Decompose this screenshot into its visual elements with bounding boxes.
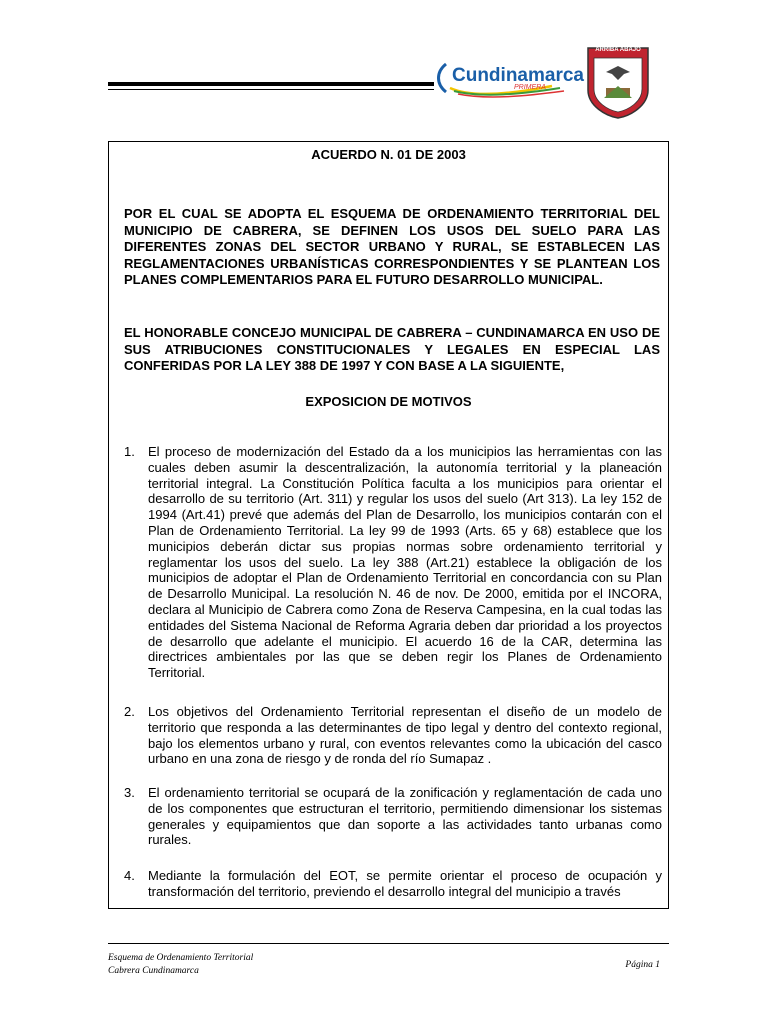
list-item-text: El ordenamiento territorial se ocupará de la zonificación y reglamentación de cada uno de los componentes que estructuran el territorio, permitiendo dimensionar los sistemas generales y equipamientos que dan soporte a las actividades tanto urbanas como rurales. — [148, 785, 662, 848]
list-item-text: El proceso de modernización del Estado da a los municipios las herramientas con las cuales deben asumir la descentralización, la autonomía territorial y la planeación territorial integral. La Constitución Política faculta a los municipios para orientar el desarrollo de su territorio (Art. 311) y regular los usos del suelo (Art 313). La ley 152 de 1994 (Art.41) prevé que además del Plan de Desarrollo, los municipios contarán con el Plan de Ordenamiento Territorial. La ley 99 de 1993 (Arts. 65 y 68) establece que los municipios deberán dictar sus propias normas sobre ordenamiento territorial y reglamentar los usos del suelo. La ley 388 (Art.21) establece la obligación de los municipios de adoptar el Plan de Ordenamiento Territorial en concordancia con su Plan de Desarrollo Municipal. La resolución N. 46 de nov. De 2000, emitida por el INCORA, declara al Municipio de Cabrera como Zona de Reserva Campesina, en la cual todas las entidades del Sistema Nacional de Reforma Agraria deben dar prioridad a los proyectos de desarrollo que adelante el municipio. El acuerdo 16 de la CAR, determina las directrices ambientales por las que se deben regir los Planes de Ordenamiento Territorial. — [148, 444, 662, 681]
header-rule-thin — [108, 89, 434, 90]
list-item-number: 1. — [124, 444, 135, 459]
list-item-number: 3. — [124, 785, 135, 800]
crest-shield-icon — [586, 46, 650, 120]
crest-label: ARRIBA ABAJO — [595, 47, 641, 53]
cundinamarca-logo — [432, 58, 584, 98]
preamble-paragraph: POR EL CUAL SE ADOPTA EL ESQUEMA DE ORDENAMIENTO TERRITORIAL DEL MUNICIPIO DE CABRERA, SE DEFINEN LOS USOS DEL SUELO PARA LAS DIFERENTES ZONAS DEL SECTOR URBANO Y RURAL, SE ESTABLECEN LAS REGLAMENTACIONES URBANÍSTICAS CORRESPONDIENTES Y SE PLANTEAN LOS PLANES COMPLEMENTARIOS PARA EL FUTURO DESARROLLO MUNICIPAL. — [124, 206, 660, 288]
list-item-text: Los objetivos del Ordenamiento Territorial representan el diseño de un modelo de territorio que responda a las determinantes de tipo legal y dentro del contexto regional, bajo los elementos urbano y rural, con eventos relevantes como la ubicación del casco urbano en una zona de riesgo y de ronda del río Sumapaz . — [148, 704, 662, 767]
footer-line-1: Esquema de Ordenamiento Territorial — [108, 953, 254, 963]
footer-caption — [108, 952, 253, 978]
list-item-number: 4. — [124, 868, 135, 883]
list-item-number: 2. — [124, 704, 135, 719]
logo-text: Cundinamarca — [452, 65, 584, 86]
footer-line-2: Cabrera Cundinamarca — [108, 966, 199, 976]
logo-subtext: PRIMERA — [514, 84, 546, 91]
council-paragraph: EL HONORABLE CONCEJO MUNICIPAL DE CABRERA – CUNDINAMARCA EN USO DE SUS ATRIBUCIONES CONSTITUCIONALES Y LEGALES EN ESPECIAL LAS CONFERIDAS POR LA LEY 388 DE 1997 Y CON BASE A LA SIGUIENTE, — [124, 325, 660, 374]
municipal-crest — [586, 46, 650, 120]
document-title: ACUERDO N. 01 DE 2003 — [311, 147, 466, 162]
list-item-text: Mediante la formulación del EOT, se permite orientar el proceso de ocupación y transformación del territorio, previendo el desarrollo integral del municipio a través — [148, 868, 662, 899]
footer-rule — [108, 943, 669, 944]
header-rule-thick — [108, 82, 434, 86]
section-title: EXPOSICION DE MOTIVOS — [305, 394, 472, 409]
page-number: Página 1 — [625, 960, 660, 970]
